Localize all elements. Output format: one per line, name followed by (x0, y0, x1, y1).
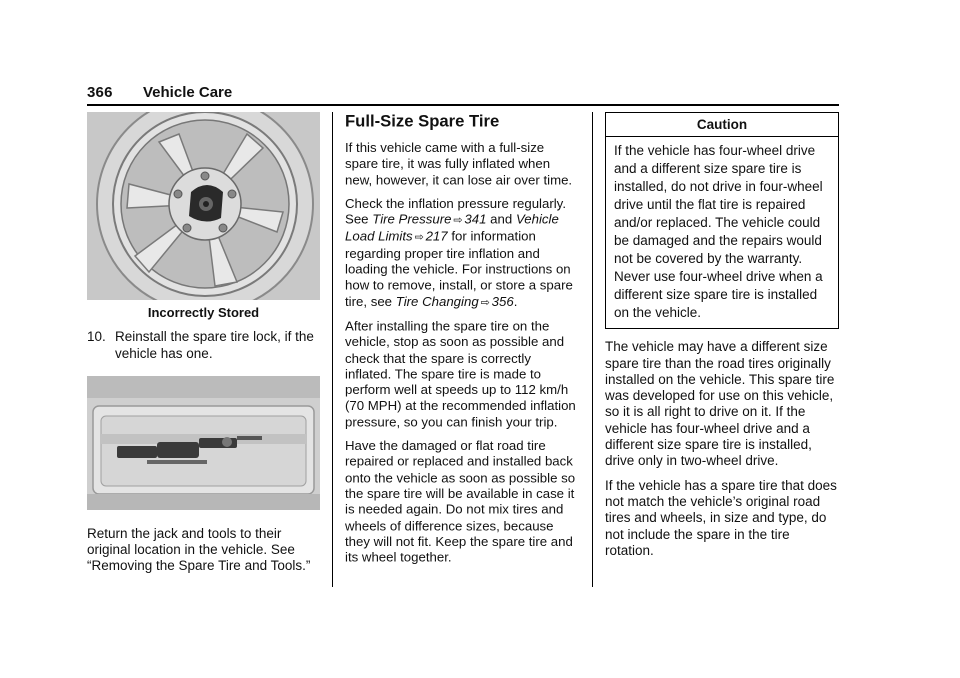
section-heading: Full-Size Spare Tire (345, 112, 500, 131)
page-header (87, 82, 839, 106)
spare-tire-wheel-illustration (87, 112, 320, 300)
jack-and-tools-illustration (87, 376, 320, 510)
page-link[interactable]: 341 (464, 212, 487, 227)
page-link[interactable]: 217 (425, 229, 448, 244)
step-item (87, 329, 320, 362)
link-tire-pressure[interactable]: Tire Pressure (372, 212, 452, 227)
column-divider (592, 112, 593, 587)
caution-title: Caution (606, 113, 838, 137)
column-divider (332, 112, 333, 587)
return-tools-paragraph: Return the jack and tools to their original location in the vehicle. See “Removing the Spare Tire and Tools.” (87, 525, 311, 574)
paragraph: If this vehicle came with a full-size spare tire, it was fully inflated when new, however, it can lose air over time. (345, 140, 573, 188)
caution-text: If the vehicle has four-wheel drive and a different size spare tire is installed, do not drive in four-wheel drive until the flat tire is repaired and/or replaced. The vehicle could be damaged and the repairs would not be covered by the warranty. Never use four-wheel drive when a different size spare tire is installed on the vehicle. (614, 143, 823, 321)
step-number: 10. (87, 329, 106, 345)
column-left (87, 112, 320, 583)
step-text: Reinstall the spare tire lock, if the vehicle has one. (115, 329, 314, 361)
paragraph: Have the damaged or flat road tire repaired or replaced and installed back onto the vehicle as soon as possible so the spare tire will be available in case it is needed again. Do not mix tires and wheels of difference sizes, because they will not fit. Keep the spare tire and its wheel together. (345, 438, 576, 565)
page-reference-icon: ⇨ (480, 296, 490, 309)
page-number: 366 (87, 84, 113, 101)
section-title: Vehicle Care (143, 84, 233, 101)
page-link[interactable]: 356 (491, 293, 514, 309)
figure-caption: Incorrectly Stored (147, 305, 260, 320)
page-reference-icon: ⇨ (453, 215, 463, 227)
text: and (490, 212, 513, 227)
caution-box (605, 112, 839, 329)
paragraph: The vehicle may have a different size spare tire than the road tires originally installed on the vehicle. This spare tire was developed for use on this vehicle, so it is all right to drive on it. If the vehicle has four-wheel drive and a different size spare tire is installed, drive only in two-wheel drive. (605, 339, 835, 469)
link-tire-changing[interactable]: Tire Changing (395, 293, 479, 309)
paragraph-with-links: Check the inflation pressure regularly. See Tire Pressure ⇨ 341 and Vehicle Load Limits ⇨ 217 for information regarding proper tire inflation and loading the vehicle. For instructions on how to remove, install, or store a spare tire, see Tire Changing ⇨ 356. (345, 196, 580, 311)
column-middle (345, 112, 580, 574)
paragraph: If the vehicle has a spare tire that does not match the vehicle’s original road tires and wheels, in size and type, do not include the spare in the tire rotation. (605, 477, 837, 558)
link-vehicle-load-limits[interactable]: Vehicle Load Limits (345, 212, 559, 244)
column-right (605, 112, 839, 567)
text: for information regarding proper tire inflation and loading the vehicle. For instructions on how to remove, install, or store a spare tire, see (345, 229, 573, 309)
paragraph: After installing the spare tire on the vehicle, stop as soon as possible and check that the spare is correctly inflated. The spare tire is made to perform well at speeds up to 112 km/h (70 MPH) at the recommended inflation pressure, so you can finish your trip. (345, 318, 576, 430)
text: Check the inflation pressure regularly. See (345, 196, 567, 227)
page-reference-icon: ⇨ (414, 231, 424, 244)
